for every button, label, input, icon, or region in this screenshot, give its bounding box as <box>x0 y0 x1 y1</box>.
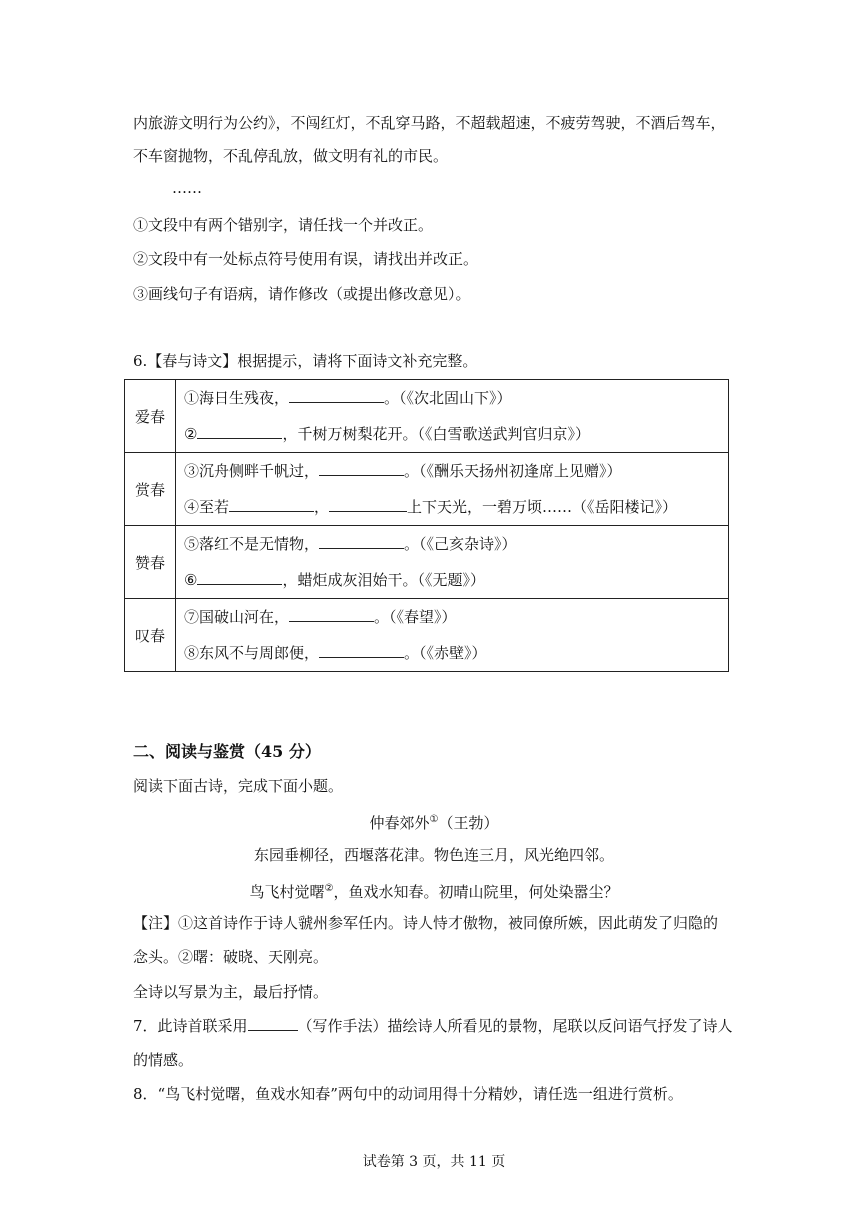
line-text: 上下天光，一碧万顷……（《岳阳楼记》） <box>407 498 678 516</box>
reading-instruction: 阅读下面古诗，完成下面小题。 <box>133 777 344 795</box>
table-row <box>125 526 729 599</box>
answer-blank[interactable] <box>289 388 384 403</box>
line-text: ，蜡炬成灰泪始干。（《无题》） <box>282 571 485 589</box>
q6-heading: 6.【春与诗文】根据提示，请将下面诗文补充完整。 <box>133 352 478 370</box>
row-label: 赞春 <box>125 526 176 599</box>
page-footer: 试卷第 3 页，共 11 页 <box>362 1154 506 1170</box>
question-7-cont: 的情感。 <box>133 1051 194 1069</box>
intro-line-1: 内旅游文明行为公约》，不闯红灯，不乱穿马路，不超载超速，不疲劳驾驶，不酒后驾车， <box>133 114 726 132</box>
answer-blank[interactable] <box>197 424 282 439</box>
answer-blank[interactable] <box>197 570 282 585</box>
question-7 <box>133 1016 733 1036</box>
fill-line <box>184 489 728 525</box>
line-text: 。（《春望》） <box>374 608 457 626</box>
line-text: （写作手法）描绘诗人所看见的景物，尾联以反问语气抒发了诗人 <box>297 1017 733 1035</box>
row-content <box>176 380 729 453</box>
line-text: ，鱼戏水知春。初晴山院里，何处染嚣尘？ <box>333 883 619 901</box>
row-label: 爱春 <box>125 380 176 453</box>
poem-title-text: 仲春郊外 <box>369 814 430 832</box>
answer-blank[interactable] <box>319 461 404 476</box>
line-text: ② <box>184 425 198 443</box>
table-row <box>125 453 729 526</box>
row-label: 赏春 <box>125 453 176 526</box>
section-2-heading: 二、阅读与鉴赏（45 分） <box>133 742 321 761</box>
note-line-1: 【注】①这首诗作于诗人虢州参军任内。诗人恃才傲物，被同僚所嫉，因此萌发了归隐的 <box>133 914 719 932</box>
note-line-2: 念头。②曙：破晓、天刚亮。 <box>133 948 329 966</box>
intro-ellipsis: …… <box>172 179 202 197</box>
answer-blank[interactable] <box>229 497 314 512</box>
line-text: ④至若 <box>184 498 230 516</box>
task-3: ③画线句子有语病，请作修改（或提出修改意见）。 <box>133 285 471 303</box>
answer-blank[interactable] <box>319 534 404 549</box>
line-text: ③沉舟侧畔千帆过， <box>184 462 320 480</box>
footnote-mark: ② <box>324 883 334 894</box>
row-label: 叹春 <box>125 599 176 672</box>
line-text: 。（《赤壁》） <box>404 644 487 662</box>
poem-line-1: 东园垂柳径，西堰落花津。物色连三月，风光绝四邻。 <box>253 846 614 864</box>
table-row <box>125 599 729 672</box>
line-text: ①海日生残夜， <box>184 389 290 407</box>
line-text: 。（《己亥杂诗》） <box>404 535 517 553</box>
intro-line-2: 不车窗抛物，不乱停乱放，做文明有礼的市民。 <box>133 147 449 165</box>
poem-author: （王勃） <box>438 814 499 832</box>
table-row <box>125 380 729 453</box>
row-content <box>176 599 729 672</box>
task-2: ②文段中有一处标点符号使用有误，请找出并改正。 <box>133 250 479 268</box>
fill-line <box>184 635 728 671</box>
line-text: ⑤落红不是无情物， <box>184 535 320 553</box>
poem-line-2 <box>0 879 868 902</box>
fill-line <box>184 562 728 598</box>
fill-line <box>184 599 728 635</box>
answer-blank[interactable] <box>248 1016 298 1031</box>
note-line-3: 全诗以写景为主，最后抒情。 <box>133 983 329 1001</box>
line-text: 鸟飞村觉曙 <box>249 883 325 901</box>
line-text: ⑧东风不与周郎便， <box>184 644 320 662</box>
row-content <box>176 453 729 526</box>
fill-line <box>184 416 728 452</box>
task-1: ①文段中有两个错别字，请任找一个并改正。 <box>133 216 434 234</box>
footnote-mark: ① <box>429 814 439 825</box>
question-8: 8．“鸟飞村觉曙，鱼戏水知春”两句中的动词用得十分精妙，请任选一组进行赏析。 <box>133 1085 683 1103</box>
fill-line <box>184 380 728 416</box>
fill-line <box>184 526 728 562</box>
line-text: ⑦国破山河在， <box>184 608 290 626</box>
fill-line <box>184 453 728 489</box>
poem-fill-table <box>124 379 729 672</box>
line-text: ，千树万树梨花开。（《白雪歌送武判官归京》） <box>282 425 590 443</box>
line-text: ⑥ <box>184 571 198 589</box>
line-text: 。（《酬乐天扬州初逢席上见赠》） <box>404 462 622 480</box>
line-text: ， <box>314 498 330 516</box>
line-text: 7．此诗首联采用 <box>133 1017 248 1035</box>
poem-title <box>0 810 868 833</box>
answer-blank[interactable] <box>319 643 404 658</box>
answer-blank[interactable] <box>289 607 374 622</box>
row-content <box>176 526 729 599</box>
answer-blank[interactable] <box>329 497 407 512</box>
line-text: 。（《次北固山下》） <box>384 389 512 407</box>
